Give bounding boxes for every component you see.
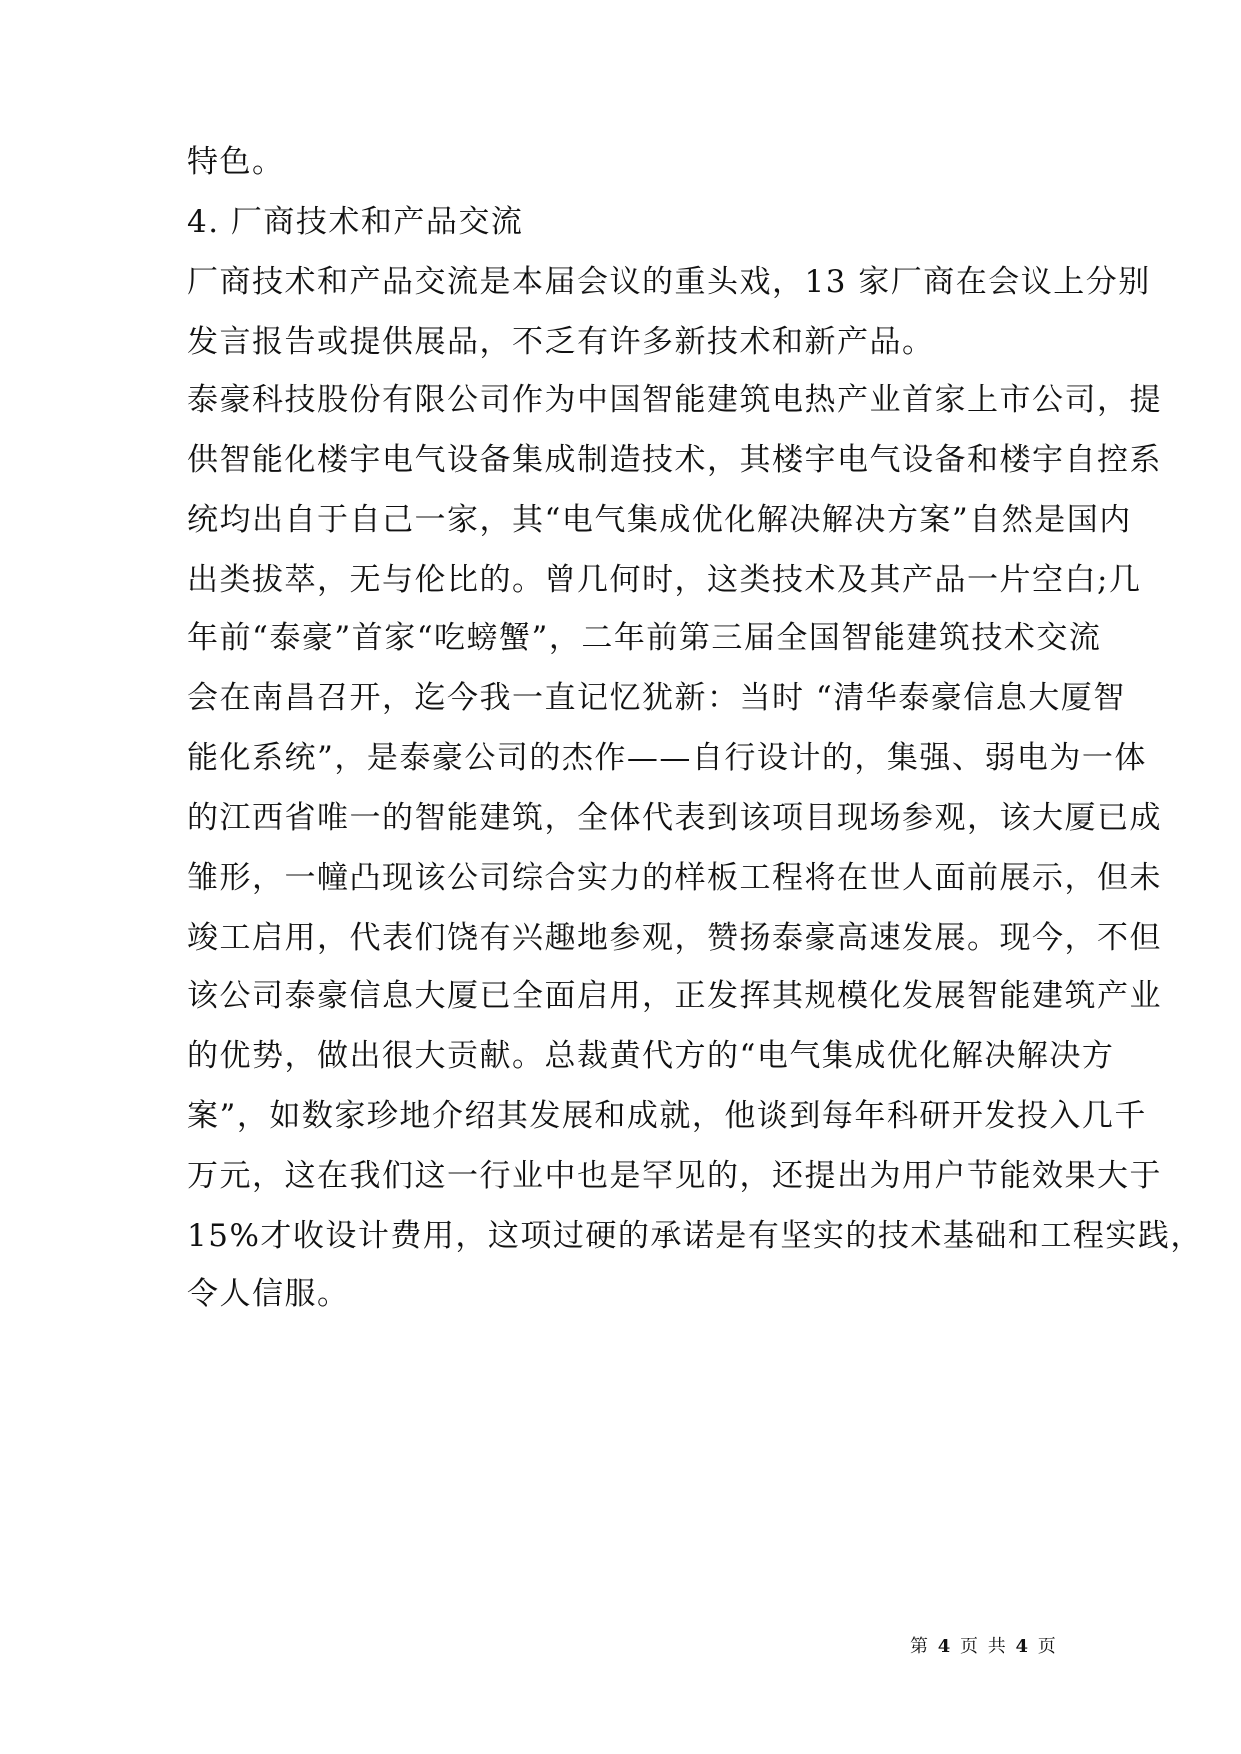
body-text-line: 案”，如数家珍地介绍其发展和成就，他谈到每年科研开发投入几千 [187,1098,1147,1134]
body-text-line: 发言报告或提供展品，不乏有许多新技术和新产品。 [187,324,935,360]
body-text-line: 15%才收设计费用，这项过硬的承诺是有坚实的技术基础和工程实践， [187,1218,1203,1254]
body-text-line: 年前“泰豪”首家“吃螃蟹”，二年前第三届全国智能建筑技术交流 [187,620,1102,656]
body-text-line: 令人信服。 [187,1276,350,1312]
body-text-line: 能化系统”，是泰豪公司的杰作——自行设计的，集强、弱电为一体 [187,740,1147,776]
body-text-line: 出类拔萃，无与伦比的。曾几何时，这类技术及其产品一片空白;几 [187,562,1142,598]
body-text-line: 竣工启用，代表们饶有兴趣地参观，赞扬泰豪高速发展。现今，不但 [187,920,1162,956]
body-text-line: 的优势，做出很大贡献。总裁黄代方的“电气集成优化解决解决方 [187,1038,1115,1074]
body-text-line: 供智能化楼宇电气设备集成制造技术，其楼宇电气设备和楼宇自控系 [187,442,1162,478]
section-heading: 4. 厂商技术和产品交流 [187,204,524,240]
total-page-number: 4 [1015,1636,1030,1657]
body-text-line: 统均出自于自己一家，其“电气集成优化解决解决方案”自然是国内 [187,502,1132,538]
body-text-line: 泰豪科技股份有限公司作为中国智能建筑电热产业首家上市公司，提 [187,382,1162,418]
body-text-line: 的江西省唯一的智能建筑，全体代表到该项目现场参观，该大厦已成 [187,800,1162,836]
body-text-line: 万元，这在我们这一行业中也是罕见的，还提出为用户节能效果大于 [187,1158,1162,1194]
page-number-footer [910,1635,1058,1659]
current-page-number: 4 [937,1636,953,1657]
body-text-line: 会在南昌召开，迄今我一直记忆犹新：当时 “清华泰豪信息大厦智 [187,680,1126,716]
footer-prefix: 第 [910,1636,930,1657]
body-text-line: 特色。 [187,144,285,180]
footer-middle: 页 共 [960,1636,1008,1657]
footer-suffix: 页 [1037,1636,1058,1657]
body-text-line: 该公司泰豪信息大厦已全面启用，正发挥其规模化发展智能建筑产业 [187,978,1162,1014]
body-text-line: 厂商技术和产品交流是本届会议的重头戏，13 家厂商在会议上分别 [187,264,1151,300]
body-text-line: 雏形，一幢凸现该公司综合实力的样板工程将在世人面前展示，但未 [187,860,1162,896]
